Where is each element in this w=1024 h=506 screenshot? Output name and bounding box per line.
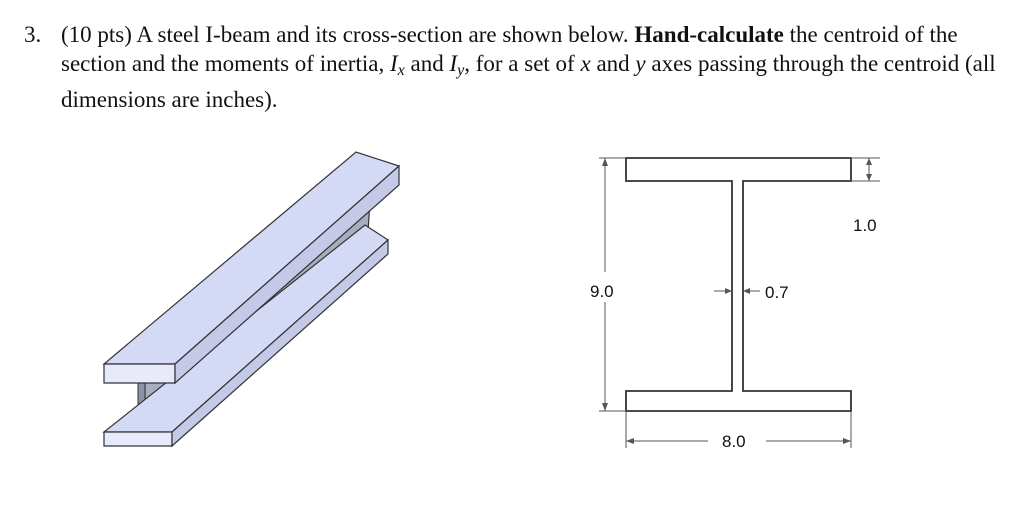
height-arrow-top — [602, 158, 608, 166]
ix-symbol: I — [389, 51, 398, 76]
and-text-2: and — [590, 51, 636, 76]
emphasis-text: Hand-calculate — [634, 22, 784, 47]
iy-symbol: I — [449, 51, 458, 76]
ix-subscript: x — [397, 62, 405, 79]
flange-width-label: 8.0 — [722, 432, 746, 451]
web-thickness-label: 0.7 — [765, 283, 789, 302]
height-arrow-bottom — [602, 403, 608, 411]
text-a: the centroid of the section and the moments of inertia, — [61, 22, 958, 76]
width-arrow-left — [626, 438, 634, 444]
intro-text: A steel I-beam and its cross-section are shown below. — [131, 22, 635, 47]
flange-arrow-top — [866, 158, 872, 165]
width-arrow-right — [843, 438, 851, 444]
iy-subscript: y — [457, 62, 465, 79]
flange-thickness-label: 1.0 — [853, 216, 877, 235]
overall-height-label: 9.0 — [590, 282, 614, 301]
text-c: axes passing through the centroid (all dimensions are inches). — [61, 51, 996, 112]
and-text-1: and — [404, 51, 450, 76]
web-arrow-left — [725, 288, 732, 294]
text-b: , for a set of — [464, 51, 581, 76]
flange-arrow-bottom — [866, 174, 872, 181]
y-variable: y — [635, 51, 646, 76]
problem-number: 3. — [24, 22, 42, 47]
points-label: (10 pts) — [61, 22, 132, 47]
cross-section-outline — [626, 158, 851, 411]
x-variable: x — [580, 51, 591, 76]
web-arrow-right — [743, 288, 750, 294]
